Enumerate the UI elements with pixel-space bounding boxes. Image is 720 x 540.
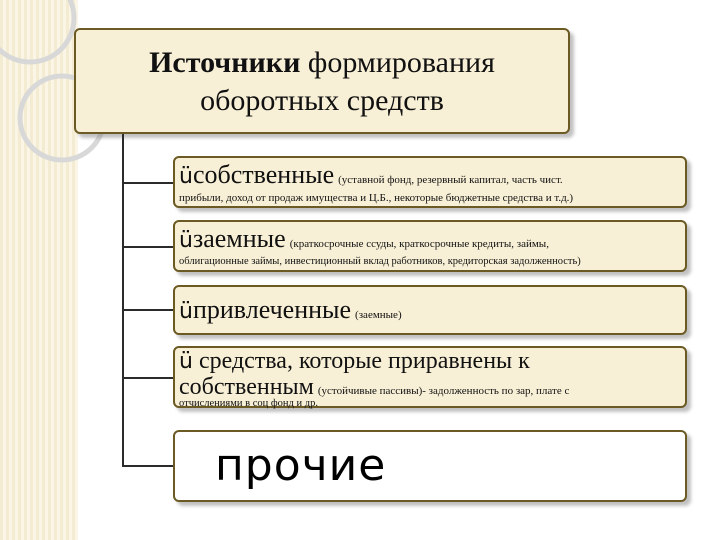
item-own-label: собственные [192, 160, 335, 189]
connector-4 [122, 377, 173, 379]
connector-3 [122, 309, 173, 311]
item-attracted-note: (заемные) [355, 309, 402, 321]
item-borrowed-label: заемные [192, 224, 286, 253]
item-attracted-label: привлеченные [192, 295, 352, 324]
item-attracted-sources [173, 285, 687, 335]
connector-2 [122, 246, 173, 248]
title-bold: Источники [149, 46, 301, 79]
item-equivalent-label: средства, которые приравнены к [192, 348, 530, 374]
item-other-sources [173, 430, 687, 502]
item-equivalent-line2 [179, 374, 569, 401]
item-attracted-line1 [179, 295, 402, 325]
check-icon: ü [179, 164, 193, 189]
connector-5 [122, 465, 173, 467]
item-equivalent-note: (устойчивые пассивы)- задолженность по зар, плате с [317, 385, 570, 397]
title-box [74, 28, 570, 134]
item-borrowed-line2: облигационные займы, инвестиционный вклад работников, кредиторская задолженность) [179, 256, 581, 267]
item-equivalent-line1 [179, 348, 530, 375]
item-own-sources [173, 156, 687, 208]
item-equivalent-label2: собственным [179, 374, 314, 400]
item-borrowed-note: (краткосрочные ссуды, краткосрочные кредиты, займы, [289, 238, 549, 250]
item-equivalent-line3: отчислениями в соц фонд и др. [179, 398, 318, 409]
item-own-note: (уставной фонд, резервный капитал, часть чист. [338, 174, 563, 186]
check-icon: ü [179, 349, 193, 374]
item-own-line2: прибыли, доход от продаж имущества и Ц.Б., некоторые бюджетные средства и т.д.) [179, 192, 574, 204]
title-rest: формирования [300, 46, 495, 79]
item-own-line1 [179, 160, 563, 190]
item-equivalent-sources [173, 346, 687, 408]
check-icon: ü [179, 299, 193, 324]
item-borrowed-line1 [179, 224, 549, 254]
item-borrowed-sources [173, 220, 687, 272]
check-icon: ü [179, 228, 193, 253]
item-other-label: прочие [215, 440, 387, 491]
connector-1 [122, 182, 173, 184]
title-line2: оборотных средств [200, 84, 444, 117]
